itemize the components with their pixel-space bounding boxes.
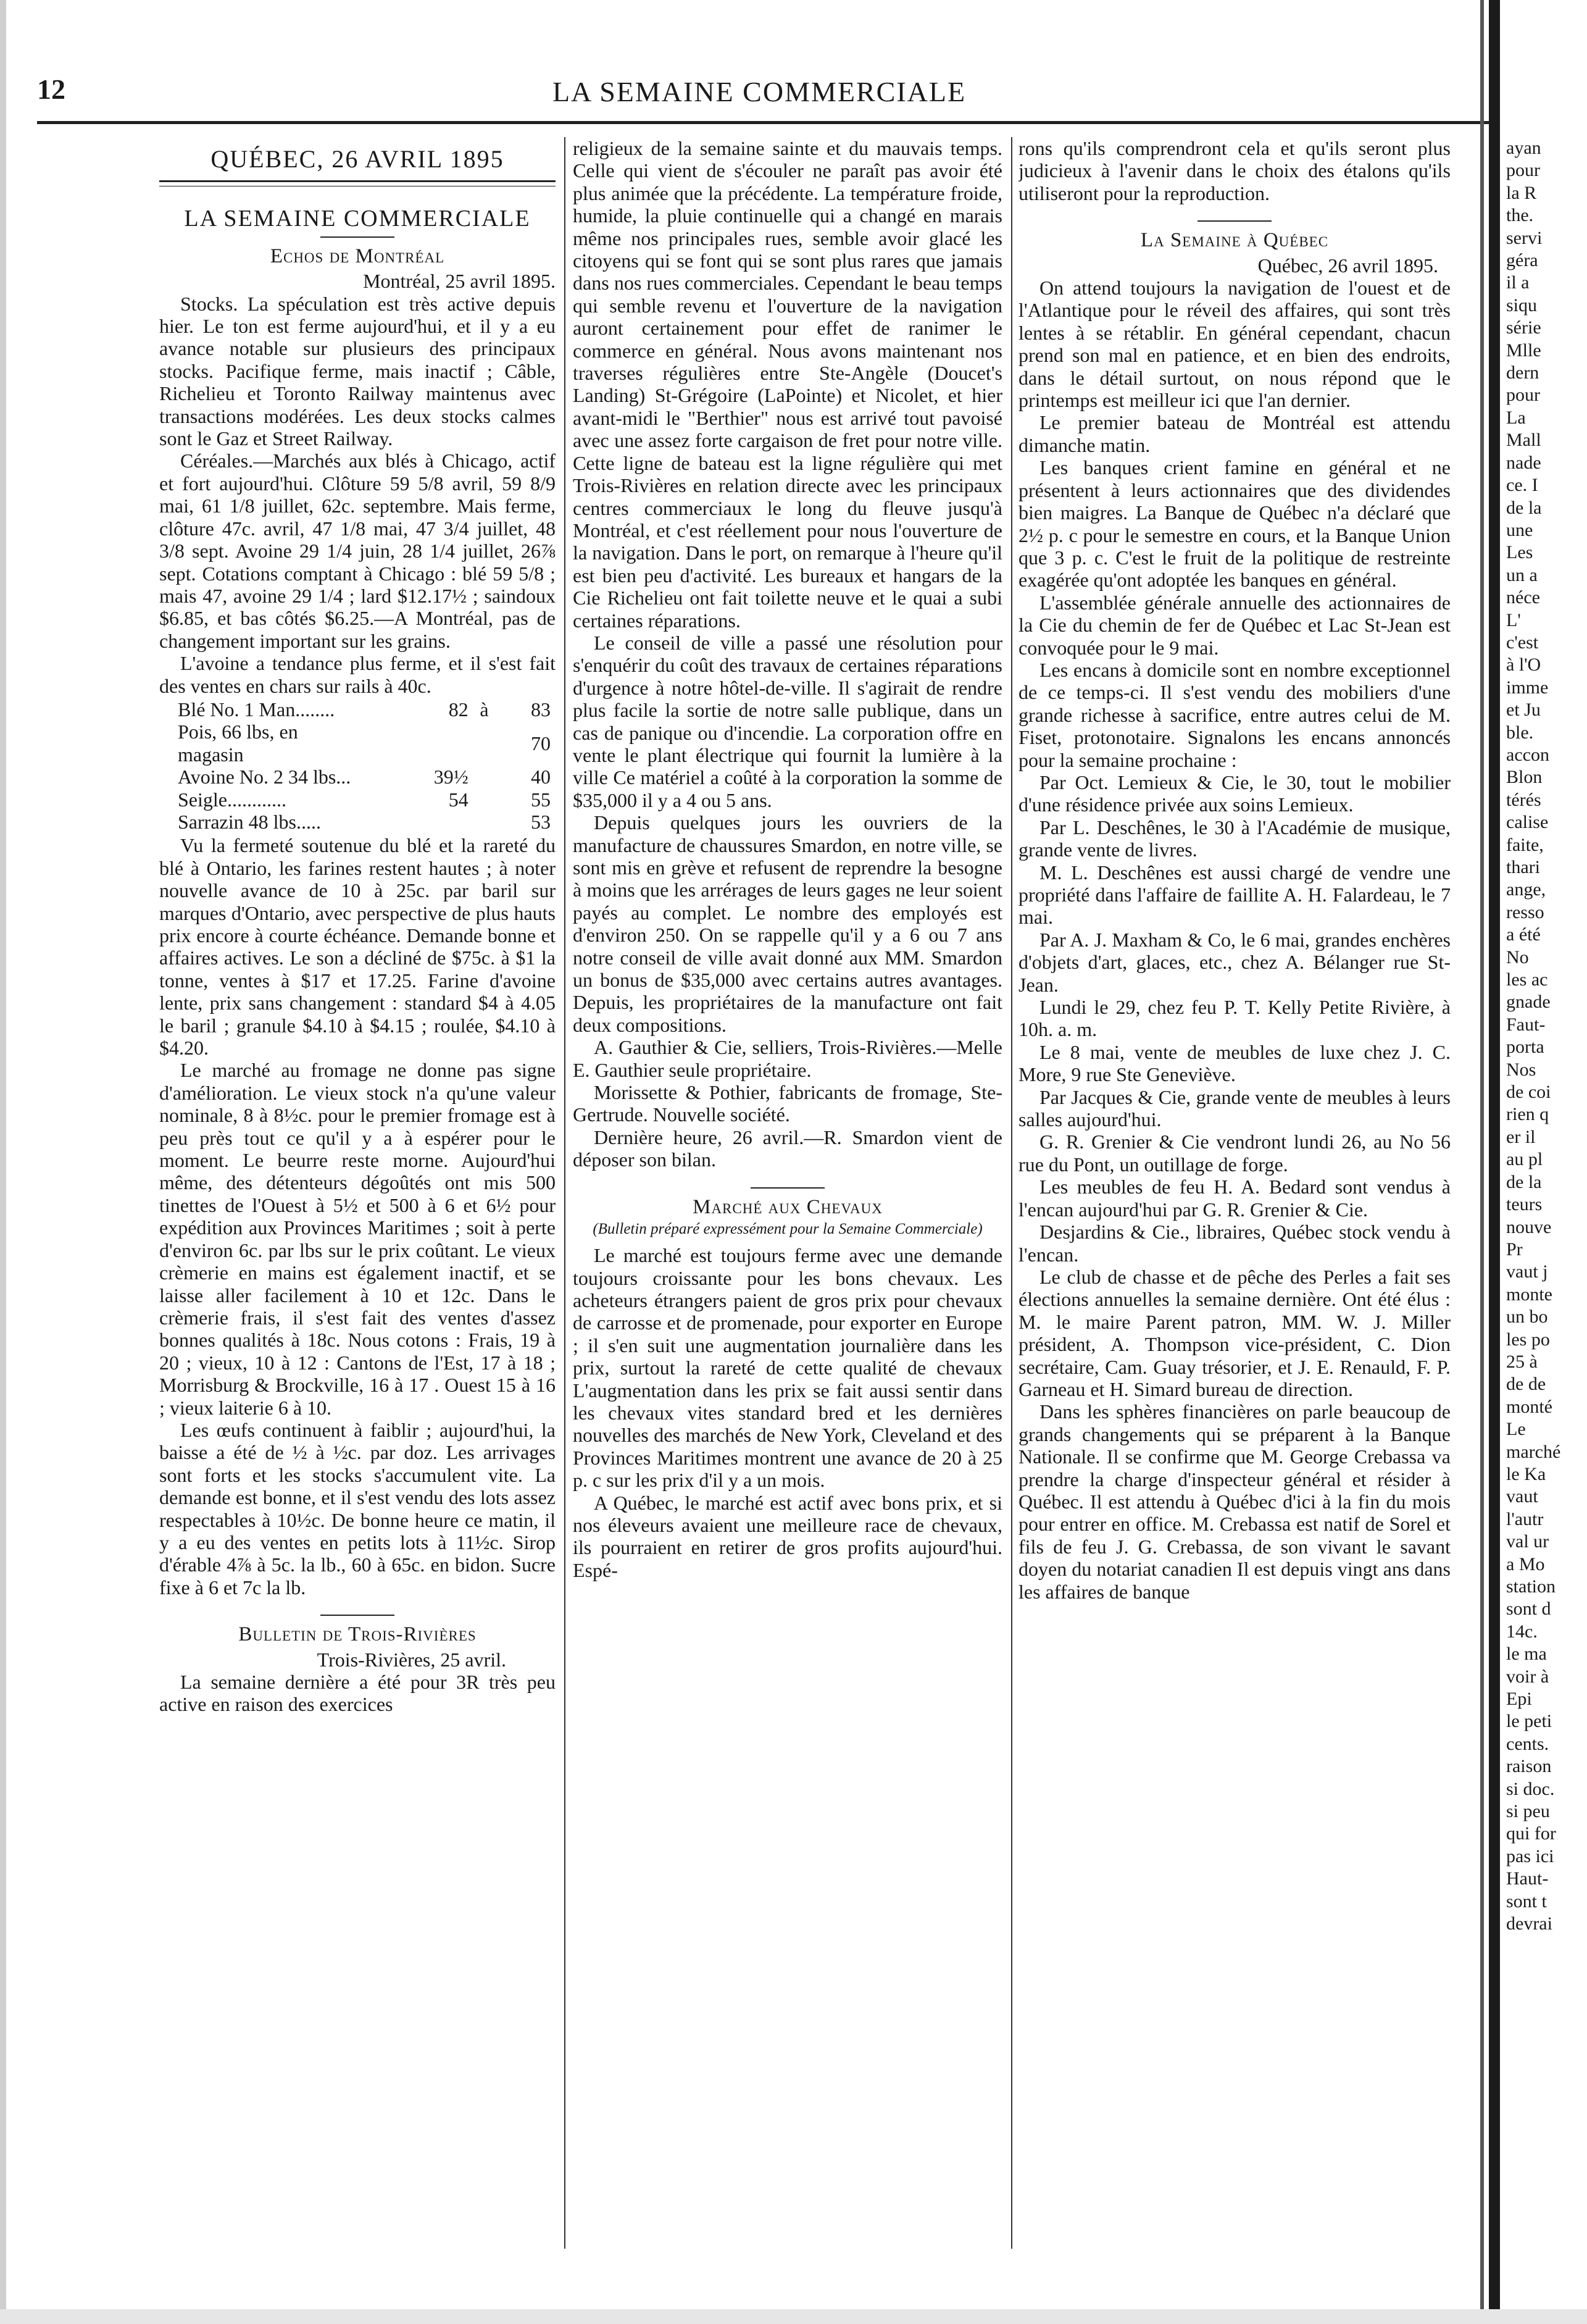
price-row: Blé No. 1 Man........ 82 à 83 <box>178 698 551 721</box>
edge-line: dern <box>1506 362 1539 383</box>
scan-gutter <box>1489 0 1500 2324</box>
edge-line: nouve <box>1506 1216 1552 1237</box>
edge-line: 14c. <box>1506 1621 1538 1642</box>
edge-line: rien q <box>1506 1104 1549 1125</box>
paragraph: Stocks. La spéculation est très active depuis hier. Le ton est ferme aujourd'hui, et il y a eu avance notable sur plusieurs des principaux stocks. Pacifique ferme, mais inactif ; Câble, Richelieu et Toronto Railway maintenus avec transactions modérées. Les deux stocks calmes sont le Gaz et Street Railway. <box>159 292 556 450</box>
edge-line: Epi <box>1506 1689 1532 1710</box>
paragraph: A. Gauthier & Cie, selliers, Trois-Rivières.—Melle E. Gauthier seule propriétaire. <box>573 1036 1002 1081</box>
edge-line: siqu <box>1506 295 1538 316</box>
paragraph: Dans les sphères financières on parle beaucoup de grands changements qui se préparent à la Banque Nationale. Il se confirme que M. George Crebassa va prendre la charge d'inspecteur général et résider à Québec. Il est attendu à Québec d'ici à la fin du mois pour entrer en office. M. Crebassa est natif de Sorel et fils de feu J. G. Crebassa, de son vivant le savant doyen du notariat canadien Il est depuis vingt ans dans les affaires de banque <box>1018 1400 1451 1603</box>
edge-line: La <box>1506 407 1526 428</box>
edge-line: une <box>1506 519 1533 540</box>
section-title-chevaux: Marché aux Chevaux <box>693 1195 883 1218</box>
section-date-quebec: Québec, 26 avril 1895. <box>1257 254 1438 277</box>
scan-border-left <box>0 0 6 2324</box>
edge-line: de la <box>1506 1171 1542 1192</box>
edge-line: Mall <box>1506 430 1541 451</box>
price-row: Sarrazin 48 lbs..... 53 <box>178 810 551 833</box>
edge-line: et Ju <box>1506 700 1541 721</box>
paragraph: Desjardins & Cie., libraires, Québec stock vendu à l'encan. <box>1018 1221 1451 1266</box>
edge-line: Les <box>1506 542 1533 563</box>
paragraph: Le 8 mai, vente de meubles de luxe chez J. C. More, 9 rue Ste Geneviève. <box>1018 1040 1451 1086</box>
edge-line: vaut <box>1506 1486 1538 1507</box>
edge-line: er il <box>1506 1126 1536 1147</box>
paragraph: Le club de chasse et de pêche des Perles a fait ses élections annuelles la semaine dernière. Ont été élus : M. le maire Parent patron, MM. W. J. Miller président, A. Thompson vice-président, C. Dion secrétaire, Cam. Guay trésorier, et J. E. Renauld, F. P. Garneau et H. Simard bureau de direction. <box>1018 1265 1451 1400</box>
paragraph: On attend toujours la navigation de l'ouest et de l'Atlantique pour le réveil des affaires, qui sont très lentes à se rétablir. En général cependant, chacun prend son mal en patience, et en bien des endroits, dans le détail surtout, on nous répond que le printemps est meilleur ici que l'an dernier. <box>1018 277 1451 412</box>
short-rule <box>751 1187 825 1189</box>
edge-line: porta <box>1506 1037 1544 1058</box>
edge-line: néce <box>1506 587 1540 608</box>
edge-line: de coi <box>1506 1082 1551 1103</box>
paragraph: M. L. Deschênes est aussi chargé de vendre une propriété dans l'affaire de faillite A. H. Falardeau, le 7 mai. <box>1018 861 1451 929</box>
paragraph: Les meubles de feu H. A. Bedard sont vendus à l'encan aujourd'hui par G. R. Grenier & Cie. <box>1018 1176 1451 1221</box>
edge-line: ble. <box>1506 722 1534 743</box>
edge-line: a été <box>1506 924 1541 945</box>
edge-line: le Ka <box>1506 1463 1546 1484</box>
price-row: Avoine No. 2 34 lbs... 39½ 40 <box>178 766 551 788</box>
edge-line: pour <box>1506 385 1540 406</box>
paragraph: Les encans à domicile sont en nombre exceptionnel de ce temps-ci. Il s'est vendu des mobiliers d'une grande richesse à sacrifice, entre autres celui de M. Fiset, protonotaire. Signalons les encans annoncés pour la semaine prochaine : <box>1018 658 1451 771</box>
edge-line: devrai <box>1506 1913 1552 1934</box>
edge-line: pas ici <box>1506 1845 1554 1866</box>
edge-line: le peti <box>1506 1711 1552 1732</box>
paragraph: Par Oct. Lemieux & Cie, le 30, tout le mobilier d'une résidence privée aux soins Lemieux. <box>1018 771 1451 816</box>
scan-gutter-shadow <box>1480 0 1484 2324</box>
edge-line: accon <box>1506 744 1549 765</box>
edge-line: faite, <box>1506 834 1544 855</box>
edge-line: térés <box>1506 789 1541 810</box>
column-3 <box>1018 137 1451 2261</box>
edge-line: à l'O <box>1506 654 1541 675</box>
paragraph: Morissette & Pothier, fabricants de fromage, Ste-Gertrude. Nouvelle société. <box>573 1081 1002 1126</box>
edge-line: marché <box>1506 1441 1561 1462</box>
edge-line: c'est <box>1506 632 1539 653</box>
paragraph: Vu la fermeté soutenue du blé et la rareté du blé à Ontario, les farines restent hautes ; à noter nouvelle avance de 10 à 25c. par baril sur marques d'Ontario, avec perspective de plus hauts prix encore à courte échéance. Demande bonne et affaires actives. Le son a décliné de $75c. à $1 la tonne, ventes à $17 et 17.25. Farine d'avoine lente, prix sans changement : standard $4 à 4.05 le baril ; granule $4.10 à $4.15 ; roulée, $4.10 à $4.20. <box>159 834 556 1060</box>
edge-line: vaut j <box>1506 1261 1548 1282</box>
page-number: 12 <box>37 73 65 105</box>
edge-line: l'autr <box>1506 1508 1544 1529</box>
edge-line: si peu <box>1506 1801 1550 1822</box>
publication-title: LA SEMAINE COMMERCIALE <box>552 76 967 107</box>
edge-line: Blon <box>1506 767 1543 788</box>
paragraph: Par L. Deschênes, le 30 à l'Académie de musique, grande vente de livres. <box>1018 816 1451 861</box>
edge-line: si doc. <box>1506 1778 1555 1799</box>
short-rule <box>320 236 394 238</box>
edge-line: ange, <box>1506 879 1546 900</box>
section-date-montreal: Montréal, 25 avril 1895. <box>363 270 556 293</box>
grain-price-table <box>159 698 556 833</box>
edge-line: il a <box>1506 272 1530 293</box>
edge-line: Mlle <box>1506 340 1541 361</box>
paragraph: Depuis quelques jours les ouvriers de la manufacture de chaussures Smardon, en notre ville, se sont mis en grève et refusent de reprendre la besogne à moins que les arrérages de leurs gages ne leur soient payés au complet. Le nombre des employés est d'environ 250. On se rappelle qu'il y a 6 ou 7 ans notre conseil de ville avait donné aux MM. Smardon un bonus de $35,000 avec certains autres avantages. Depuis, les propriétaires de la manufacture ont fait deux compositions. <box>573 811 1002 1036</box>
edge-line: calise <box>1506 812 1549 833</box>
page-header <box>37 73 1481 116</box>
edge-line: thari <box>1506 857 1540 877</box>
header-rule <box>37 121 1494 124</box>
edge-line: série <box>1506 317 1541 338</box>
edge-line: Pr <box>1506 1239 1523 1260</box>
edge-line: sont t <box>1506 1891 1547 1912</box>
paragraph: Le marché au fromage ne donne pas signe d'amélioration. Le vieux stock n'a qu'une valeur nominale, 8 à 8½c. pour le premier fromage est à peu près tout ce qu'il y a à espérer pour le moment. Le beurre reste morne. Aujourd'hui même, des détenteurs dégoûtés ont mis 500 tinettes de l'Ouest à 5½ et 500 à 6 et 6½ pour expédition aux Provinces Maritimes ; soit à perte d'environ 6c. par lbs sur le prix coûtant. Le vieux crèmerie en mains est également inactif, et se laisse aller facilement à 10 et 12c. Dans le crèmerie frais, il s'est fait des ventes d'assez bonnes qualités à 18c. Nous cotons : Frais, 19 à 20 ; vieux, 10 à 12 : Cantons de l'Est, 17 à 18 ; Morrisburg & Brockville, 16 à 17 . Ouest 15 à 16 ; vieux laiterie 6 à 10. <box>159 1059 556 1419</box>
edge-line: cents. <box>1506 1733 1549 1754</box>
edge-line: un bo <box>1506 1306 1548 1327</box>
edge-line: monté <box>1506 1396 1552 1417</box>
section-title-trois-rivieres: Bulletin de Trois-Rivières <box>238 1623 477 1646</box>
paragraph: Le conseil de ville a passé une résolution pour s'enquérir du coût des travaux de certaines réparations d'urgence à notre hôtel-de-ville. Il s'agirait de rendre plus facile la sortie de notre salle publique, dans un cas de panique ou d'incendie. La corporation offre en vente le plant électrique qui fournit la lumière à la ville Ce matériel a coûté à la corporation la somme de $35,000 il y a 4 ou 5 ans. <box>573 631 1002 811</box>
edge-line: gnade <box>1506 992 1551 1013</box>
paragraph: Lundi le 29, chez feu P. T. Kelly Petite Rivière, à 10h. a. m. <box>1018 996 1451 1041</box>
paragraph: La semaine dernière a été pour 3R très peu active en raison des exercices <box>159 1671 556 1716</box>
paragraph: Les œufs continuent à faiblir ; aujourd'hui, la baisse a été de ½ à ½c. par doz. Les arrivages sont forts et les stocks s'accumulent vite. La demande est bonne, et il s'est vendu des lots assez respectables à 10½c. De bonne heure ce matin, il y a eu des ventes en petits lots à 11½c. Sirop d'érable 4⅞ à 5c. la lb., 60 à 65c. en bidon. Sucre fixe à 6 et 7c la lb. <box>159 1418 556 1599</box>
edge-line: qui for <box>1506 1823 1556 1844</box>
column-rule-2 <box>1011 137 1012 2249</box>
edge-line: un a <box>1506 564 1538 585</box>
paragraph: Le premier bateau de Montréal est attendu dimanche matin. <box>1018 411 1451 456</box>
paragraph: L'assemblée générale annuelle des actionnaires de la Cie du chemin de fer de Québec et Lac St-Jean est convoquée pour le 9 mai. <box>1018 591 1451 659</box>
edge-line: a Mo <box>1506 1553 1545 1574</box>
column-1 <box>159 137 556 2261</box>
edge-line: servi <box>1506 227 1543 248</box>
edge-line: la R <box>1506 182 1537 203</box>
column-2 <box>573 137 1002 2261</box>
edge-line: pour <box>1506 160 1540 181</box>
edge-line: au pl <box>1506 1149 1543 1170</box>
column-rule-1 <box>564 137 565 2249</box>
edge-line: monte <box>1506 1284 1552 1305</box>
edge-line: station <box>1506 1576 1556 1597</box>
edge-line: No <box>1506 947 1529 968</box>
edge-line: Haut- <box>1506 1868 1549 1889</box>
short-rule <box>320 1615 394 1616</box>
edge-line: resso <box>1506 901 1544 922</box>
edge-line: L' <box>1506 609 1521 630</box>
edge-line: les ac <box>1506 969 1548 990</box>
edge-line: le ma <box>1506 1644 1547 1665</box>
section-date-trois-rivieres: Trois-Rivières, 25 avril. <box>317 1648 506 1671</box>
edge-line: voir à <box>1506 1666 1549 1687</box>
edge-line: sont d <box>1506 1599 1551 1620</box>
paragraph: Par A. J. Maxham & Co, le 6 mai, grandes enchères d'objets d'art, glaces, etc., chez A. Bélanger rue St-Jean. <box>1018 928 1451 996</box>
issue-dateline: QUÉBEC, 26 AVRIL 1895 <box>210 145 504 173</box>
paragraph: L'avoine a tendance plus ferme, et il s'est fait des ventes en chars sur rails à 40c. <box>159 652 556 697</box>
paragraph: G. R. Grenier & Cie vendront lundi 26, au No 56 rue du Pont, un outillage de forge. <box>1018 1131 1451 1176</box>
paragraph: Dernière heure, 26 avril.—R. Smardon vient de déposer son bilan. <box>573 1126 1002 1171</box>
edge-line: géra <box>1506 250 1538 271</box>
section-masthead: LA SEMAINE COMMERCIALE <box>184 206 531 232</box>
edge-line: teurs <box>1506 1194 1543 1215</box>
edge-line: ce. I <box>1506 475 1538 496</box>
edge-line: ayan <box>1506 138 1541 158</box>
scan-border-bottom <box>0 2309 1587 2324</box>
short-rule <box>1198 220 1272 222</box>
paragraph: Les banques crient famine en général et ne présentent à leurs actionnaires que des dividendes bien maigres. La Banque de Québec n'a déclaré que 2½ p. c pour le semestre en cours, et la Banque Union que 3 p. c. C'est le fruit de la politique de restreinte exagérée qu'ont adoptée les banques en général. <box>1018 456 1451 591</box>
edge-line: the. <box>1506 205 1534 226</box>
section-title-quebec: La Semaine à Québec <box>1140 229 1329 252</box>
paragraph: Le marché est toujours ferme avec une demande toujours croissante pour les bons chevaux. Les acheteurs étrangers paient de gros prix pour chevaux de carrosse et de promenade, pour exporter en Europe ; il s'en suit une augmentation journalière dans les prix, surtout la rareté de cette qualité de chevaux L'augmentation dans les prix se fait aussi sentir dans les chevaux vites standard bred et les dernières nouvelles des marchés de New York, Cleveland et des Provinces Maritimes montrent une avance de 20 à 25 p. c sur les prix d'il y a un mois. <box>573 1244 1002 1492</box>
paragraph: religieux de la semaine sainte et du mauvais temps. Celle qui vient de s'écouler ne paraît pas avoir été plus animée que la précédente. La température froide, humide, la pluie continuelle qui a changé en marais même nos principales rues, semble avoir glacé les citoyens qui se font qui se sont plus rares que jamais dans nos rues commerciales. Cependant le beau temps qui semble revenu et l'ouverture de la navigation auront certainement pour effet de ranimer le commerce en général. Nous avons maintenant nos traverses régulières entre Ste-Angèle (Doucet's Landing) St-Grégoire (LaPointe) et Nicolet, et hier avant-midi le "Berthier" nous est arrivé tout pavoisé avec une assez forte cargaison de fret pour notre ville. Cette ligne de bateau est la ligne régulière qui met Trois-Rivières en relation directe avec les principaux centres commerciaux le long du fleuve jusqu'à Montréal, et c'est réellement pour nous l'ouverture de la navigation. Dans le port, on remarque à l'heure qu'il est bien peu d'activité. Les bureaux et hangars de la Cie Richelieu ont fait toilette neuve et le quai a subi certaines réparations. <box>573 137 1002 632</box>
adjacent-page-edge-column <box>1506 137 1587 2261</box>
double-rule <box>159 180 556 186</box>
paragraph: A Québec, le marché est actif avec bons prix, et si nos éleveurs avaient une meilleure race de chevaux, ils pourraient en retirer de gros profits aujourd'hui. Espé- <box>573 1491 1002 1581</box>
edge-line: imme <box>1506 677 1549 698</box>
section-title-montreal: Echos de Montréal <box>270 245 445 267</box>
edge-line: Nos <box>1506 1059 1536 1080</box>
edge-line: raison <box>1506 1756 1552 1777</box>
edge-line: Faut- <box>1506 1014 1546 1035</box>
edge-line: les po <box>1506 1329 1550 1350</box>
price-row: Seigle............ 54 55 <box>178 788 551 811</box>
paragraph: Céréales.—Marchés aux blés à Chicago, actif et fort aujourd'hui. Clôture 59 5/8 avril, 59 8/9 mai, 61 1/8 juillet, 62c. septembre. Mais ferme, clôture 47c. avril, 47 1/8 mai, 47 3/4 juillet, 48 3/8 sept. Avoine 29 1/4 juin, 28 1/4 juillet, 26⅞ sept. Cotations comptant à Chicago : blé 59 5/8 ; mais 47, avoine 29 1/4 ; lard $12.17½ ; saindoux $6.85, et bas côtés $6.25.—A Montréal, pas de changement important sur les grains. <box>159 449 556 652</box>
edge-line: val ur <box>1506 1531 1549 1552</box>
paragraph: rons qu'ils comprendront cela et qu'ils seront plus judicieux à l'avenir dans le choix des étalons qu'ils utiliseront pour la reproduction. <box>1018 137 1451 204</box>
paragraph: Par Jacques & Cie, grande vente de meubles à leurs salles aujourd'hui. <box>1018 1085 1451 1131</box>
edge-line: de la <box>1506 497 1542 518</box>
edge-line: nade <box>1506 452 1541 473</box>
price-row: Pois, 66 lbs, en magasin 70 <box>178 721 551 766</box>
edge-line: de de <box>1506 1374 1546 1395</box>
section-note: (Bulletin préparé expressément pour la Semaine Commerciale) <box>593 1221 983 1238</box>
edge-line: 25 à <box>1506 1351 1538 1372</box>
edge-line: Le <box>1506 1419 1526 1440</box>
